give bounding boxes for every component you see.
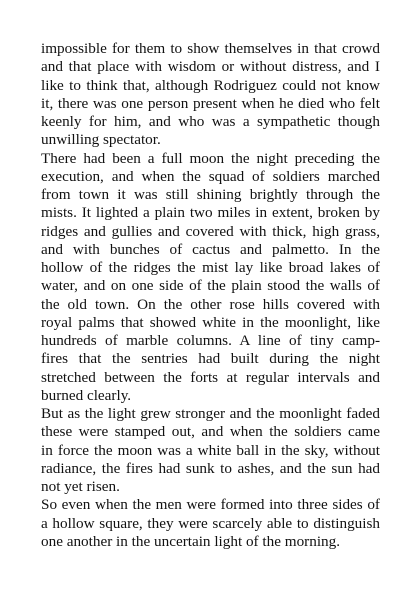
paragraph bbox=[41, 150, 380, 406]
text-line: from town it was still shining brightly through the bbox=[41, 186, 380, 203]
text-line: stretched between the forts at regular intervals and bbox=[41, 368, 380, 386]
text-line: one another in the uncertain light of the morning. bbox=[41, 532, 341, 550]
text-line: royal palms that showed white in the moonlight, like bbox=[41, 313, 380, 331]
text-line: But as the light grew stronger and the moonlight faded bbox=[41, 405, 380, 422]
paragraph bbox=[41, 496, 380, 551]
text-line: radiance, the fires had sunk to ashes, and the sun had bbox=[41, 459, 380, 477]
text-line: ridges and gullies and covered with thick, high grass, bbox=[41, 222, 380, 240]
text-line: water, and on one side of the plain stood the walls of bbox=[41, 277, 380, 295]
text-line: not yet risen. bbox=[41, 478, 120, 495]
text-line: There had been a full moon the night preceding the bbox=[41, 149, 380, 167]
text-line: fires that the sentries had built during the night bbox=[41, 350, 380, 368]
text-line: the old town. On the other rose hills covered with bbox=[41, 295, 380, 313]
text-line: So even when the men were formed into three sides of bbox=[41, 496, 380, 514]
text-line: execution, and when the squad of soldiers marched bbox=[41, 167, 380, 185]
text-line: these were stamped out, and when the soldiers came bbox=[41, 423, 380, 441]
text-line: it, there was one person present when he died who felt bbox=[41, 94, 380, 112]
paragraph bbox=[41, 40, 380, 150]
paragraph bbox=[41, 405, 380, 496]
text-line: hundreds of marble columns. A line of tiny camp- bbox=[41, 332, 380, 349]
text-line: burned clearly. bbox=[41, 386, 132, 404]
text-line: hollow of the ridges the mist lay like broad lakes of bbox=[41, 259, 380, 276]
text-line: mists. It lighted a plain two miles in extent, broken by bbox=[41, 204, 380, 222]
text-line: a hollow square, they were scarcely able to distinguish bbox=[41, 514, 380, 532]
text-line: and with bunches of cactus and palmetto. In the bbox=[41, 240, 380, 258]
text-line: like to think that, although Rodriguez could not know bbox=[41, 76, 380, 94]
text-line: unwilling spectator. bbox=[41, 131, 161, 149]
book-page-text bbox=[41, 40, 380, 551]
text-line: and that place with wisdom or without distress, and I bbox=[41, 58, 380, 76]
text-line: in force the moon was a white ball in the sky, without bbox=[41, 441, 380, 459]
text-line: impossible for them to show themselves in that crowd bbox=[41, 40, 380, 57]
text-line: keenly for him, and who was a sympathetic though bbox=[41, 113, 380, 130]
